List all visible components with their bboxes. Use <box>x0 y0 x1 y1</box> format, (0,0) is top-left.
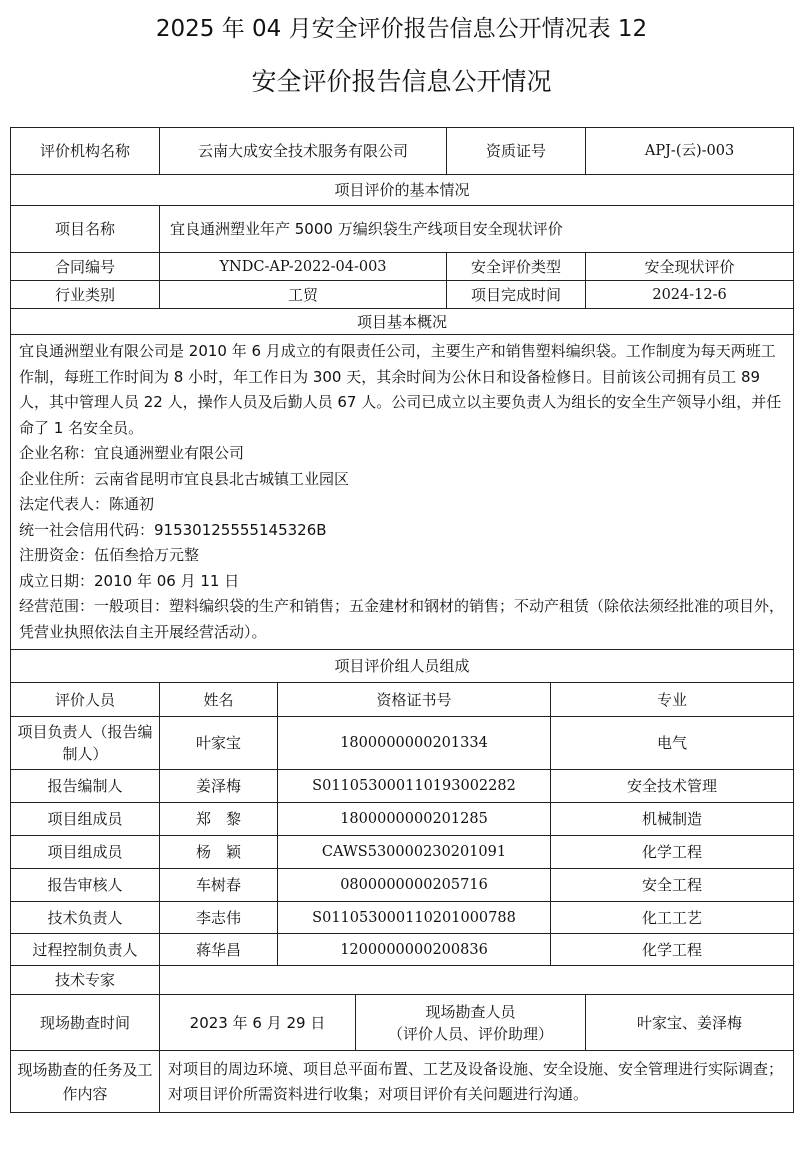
industry-value: 工贸 <box>160 281 447 309</box>
team-member-row <box>11 717 794 770</box>
qualification-label: 资质证号 <box>447 128 586 175</box>
member-major: 化学工程 <box>551 934 794 966</box>
member-name: 姜泽梅 <box>160 770 278 803</box>
member-major: 机械制造 <box>551 803 794 836</box>
overview-capital: 注册资金：伍佰叁拾万元整 <box>19 546 200 564</box>
org-row <box>11 128 794 175</box>
member-cert: 0800000000205716 <box>278 869 551 902</box>
industry-label: 行业类别 <box>11 281 160 309</box>
team-member-row <box>11 770 794 803</box>
overview-address: 企业住所：云南省昆明市宜良县北古城镇工业园区 <box>19 469 350 488</box>
member-cert: CAWS530000230201091 <box>278 836 551 869</box>
survey-task-value: 对项目的周边环境、项目总平面布置、工艺及设备设施、安全设施、安全管理进行实际调查；对项目评价所需资料进行收集；对项目评价有关问题进行沟通。 <box>160 1051 794 1113</box>
survey-task-label: 现场勘查的任务及工作内容 <box>11 1051 160 1113</box>
member-major: 化学工程 <box>551 836 794 869</box>
project-name-value: 宜良通洲塑业年产 5000 万编织袋生产线项目安全现状评价 <box>160 206 794 253</box>
basic-section-header: 项目评价的基本情况 <box>11 175 794 206</box>
overview-founded: 成立日期：2010 年 06 月 11 日 <box>19 571 240 590</box>
member-cert: S011053000110193002282 <box>278 770 551 803</box>
finish-time-value: 2024-12-6 <box>586 281 794 309</box>
overview-content <box>11 335 794 650</box>
evaluation-type-value: 安全现状评价 <box>586 253 794 281</box>
member-role: 项目组成员 <box>11 836 160 869</box>
member-major: 电气 <box>551 717 794 770</box>
member-role: 过程控制负责人 <box>11 934 160 966</box>
member-role: 报告审核人 <box>11 869 160 902</box>
team-member-row <box>11 902 794 934</box>
col-name-header: 姓名 <box>160 683 278 717</box>
survey-time-value: 2023 年 6 月 29 日 <box>160 995 356 1051</box>
survey-people-label-line2: （评价人员、评价助理） <box>388 1024 554 1043</box>
expert-label: 技术专家 <box>11 966 160 995</box>
overview-company: 企业名称：宜良通洲塑业有限公司 <box>19 444 245 462</box>
member-name: 叶家宝 <box>160 717 278 770</box>
team-header-row <box>11 683 794 717</box>
survey-time-label: 现场勘查时间 <box>11 995 160 1051</box>
member-name: 车树春 <box>160 869 278 902</box>
overview-scope: 经营范围：一般项目：塑料编织袋的生产和销售；五金建材和钢材的销售；不动产租赁（除依法须经批准的项目外，凭营业执照依法自主开展经营活动）。 <box>19 597 785 641</box>
team-member-row <box>11 836 794 869</box>
member-role: 报告编制人 <box>11 770 160 803</box>
project-name-row <box>11 206 794 253</box>
member-cert: 1200000000200836 <box>278 934 551 966</box>
document-subtitle: 安全评价报告信息公开情况 <box>251 67 552 96</box>
survey-people-label <box>356 995 586 1051</box>
overview-credit-code: 统一社会信用代码：91530125555145326B <box>19 520 327 539</box>
col-major-header: 专业 <box>551 683 794 717</box>
overview-intro: 宜良通洲塑业有限公司是 2010 年 6 月成立的有限责任公司，主要生产和销售塑料编织袋。工作制度为每天两班工作制，每班工作时间为 8 小时，年工作日为 300 天，其余时间为公休日和设备检修日。目前该公司拥有员工 89 人，其中管理人员 22 人，操作人员及后勤人员 67 人。公司已成立以主要负责人为组长的安全生产领导小组，并任命了 1 名安全员。 <box>19 342 782 437</box>
team-member-row <box>11 869 794 902</box>
survey-time-row <box>11 995 794 1051</box>
org-label: 评价机构名称 <box>11 128 160 175</box>
evaluation-type-label: 安全评价类型 <box>447 253 586 281</box>
overview-legal-rep: 法定代表人：陈通初 <box>19 495 155 513</box>
survey-task-row <box>11 1051 794 1113</box>
member-role: 项目组成员 <box>11 803 160 836</box>
member-cert: 1800000000201285 <box>278 803 551 836</box>
member-major: 安全技术管理 <box>551 770 794 803</box>
team-member-row <box>11 803 794 836</box>
survey-people-value: 叶家宝、姜泽梅 <box>586 995 794 1051</box>
team-section-header: 项目评价组人员组成 <box>11 650 794 683</box>
member-name: 蒋华昌 <box>160 934 278 966</box>
contract-row <box>11 253 794 281</box>
contract-value: YNDC-AP-2022-04-003 <box>160 253 447 281</box>
col-cert-header: 资格证书号 <box>278 683 551 717</box>
document-title: 2025 年 04 月安全评价报告信息公开情况表 12 <box>155 16 648 42</box>
col-role-header: 评价人员 <box>11 683 160 717</box>
member-name: 杨 颖 <box>160 836 278 869</box>
disclosure-table <box>10 127 794 1113</box>
member-major: 化工工艺 <box>551 902 794 934</box>
contract-label: 合同编号 <box>11 253 160 281</box>
industry-row <box>11 281 794 309</box>
project-name-label: 项目名称 <box>11 206 160 253</box>
overview-section-header: 项目基本概况 <box>11 309 794 335</box>
survey-people-label-line1: 现场勘查人员 <box>425 1002 516 1021</box>
member-major: 安全工程 <box>551 869 794 902</box>
member-role: 技术负责人 <box>11 902 160 934</box>
org-value: 云南大成安全技术服务有限公司 <box>160 128 447 175</box>
member-name: 李志伟 <box>160 902 278 934</box>
member-role: 项目负责人（报告编制人） <box>11 717 160 770</box>
member-cert: 1800000000201334 <box>278 717 551 770</box>
member-cert: S011053000110201000788 <box>278 902 551 934</box>
finish-time-label: 项目完成时间 <box>447 281 586 309</box>
qualification-value: APJ-(云)-003 <box>586 128 794 175</box>
expert-value <box>160 966 794 995</box>
member-name: 郑 黎 <box>160 803 278 836</box>
expert-row <box>11 966 794 995</box>
team-member-row <box>11 934 794 966</box>
